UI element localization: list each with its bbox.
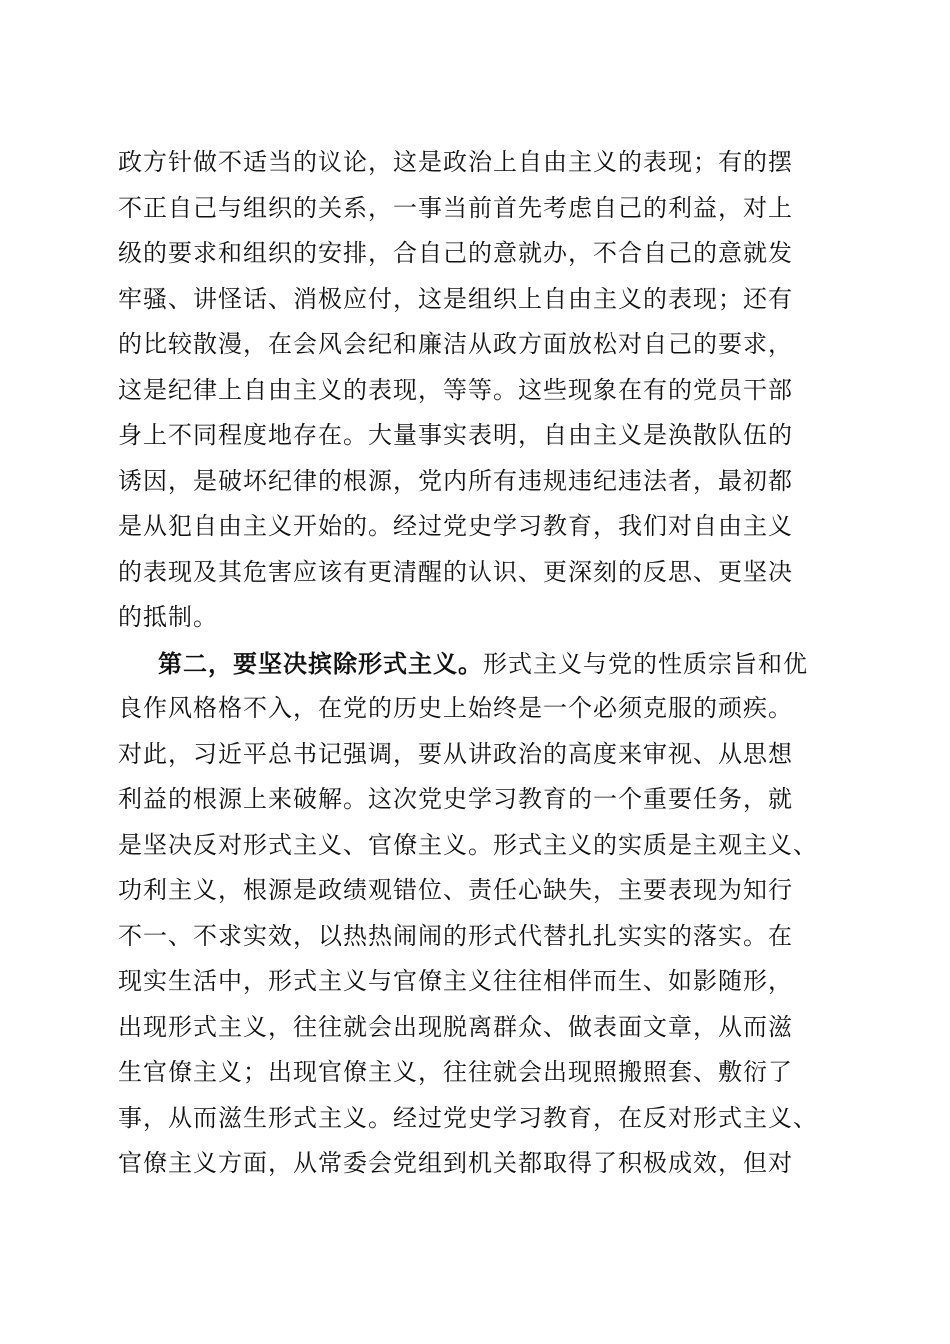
paragraph-line: 良作风格格不入，在党的历史上始终是一个必须克服的顽疾。 [118, 694, 793, 722]
paragraph-line: 事，从而滋生形式主义。经过党史学习教育，在反对形式主义、 [118, 1103, 818, 1132]
paragraph-line: 生官僚主义；出现官僚主义，往往就会出现照搬照套、敷衍了 [118, 1058, 793, 1086]
paragraph-line: 功利主义，根源是政绩观错位、责任心缺失，主要表现为知行 [118, 876, 793, 904]
paragraph-text: 形式主义与党的性质宗旨和优 [483, 649, 808, 678]
paragraph-formalism [118, 641, 838, 1187]
paragraph-line: 牢骚、讲怪话、消极应付，这是组织上自由主义的表现；还有 [118, 284, 793, 313]
paragraph-line: 是从犯自由主义开始的。经过党史学习教育，我们对自由主义 [118, 512, 793, 540]
paragraph-line: 这是纪律上自由主义的表现，等等。这些现象在有的党员干部 [118, 375, 793, 404]
paragraph-liberalism [118, 140, 838, 641]
paragraph-line: 不正自己与组织的关系，一事当前首先考虑自己的利益，对上 [118, 193, 793, 222]
paragraph-line: 现实生活中，形式主义与官僚主义往往相伴而生、如影随形， [118, 967, 793, 995]
document-body [118, 140, 838, 1187]
paragraph-line: 诱因，是破坏纪律的根源，党内所有违规违纪违法者，最初都 [118, 466, 793, 495]
paragraph-line: 是坚决反对形式主义、官僚主义。形式主义的实质是主观主义、 [118, 830, 818, 859]
paragraph-line: 出现形式主义，往往就会出现脱离群众、做表面文章，从而滋 [118, 1012, 793, 1041]
paragraph-line: 的比较散漫，在会风会纪和廉洁从政方面放松对自己的要求， [118, 330, 793, 358]
paragraph-line: 的表现及其危害应该有更清醒的认识、更深刻的反思、更坚决 [118, 557, 793, 586]
paragraph-line: 官僚主义方面，从常委会党组到机关都取得了积极成效，但对 [118, 1149, 793, 1177]
paragraph-line: 利益的根源上来破解。这次党史学习教育的一个重要任务，就 [118, 785, 793, 813]
paragraph-line: 级的要求和组织的安排，合自己的意就办，不合自己的意就发 [118, 239, 793, 267]
paragraph-line: 对此，习近平总书记强调，要从讲政治的高度来审视、从思想 [118, 739, 793, 768]
paragraph-line: 身上不同程度地存在。大量事实表明，自由主义是涣散队伍的 [118, 421, 793, 449]
paragraph-first-line [118, 641, 838, 687]
section-heading: 第二，要坚决摈除形式主义。 [158, 648, 483, 678]
paragraph-line: 的抵制。 [118, 603, 218, 631]
paragraph-line: 不一、不求实效，以热热闹闹的形式代替扎扎实实的落实。在 [118, 921, 793, 950]
paragraph-line: 政方针做不适当的议论，这是政治上自由主义的表现；有的摆 [118, 148, 793, 176]
